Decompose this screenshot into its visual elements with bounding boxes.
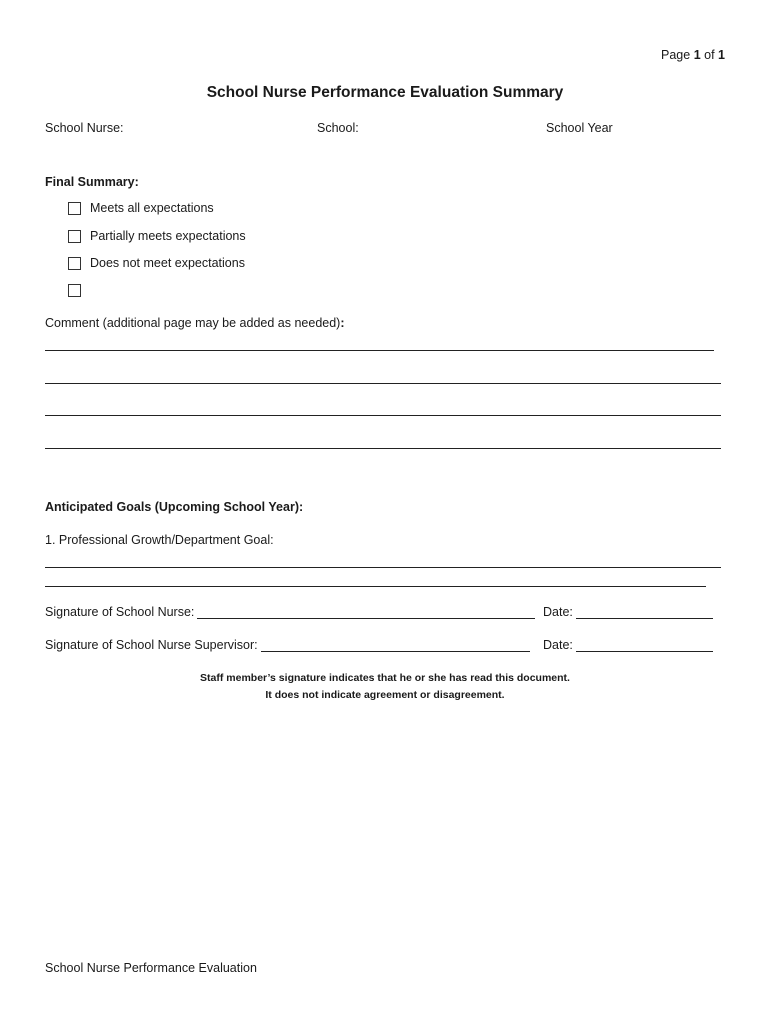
goals-heading: Anticipated Goals (Upcoming School Year): <box>45 500 304 514</box>
notice-line-2: It does not indicate agreement or disagreement. <box>265 689 505 701</box>
notice-line-1: Staff member’s signature indicates that he or she has read this document. <box>200 672 570 684</box>
comment-line-3[interactable] <box>45 415 721 416</box>
checkbox-meets[interactable] <box>68 202 81 215</box>
comment-line-2[interactable] <box>45 383 721 384</box>
signature-nurse-row <box>45 605 535 619</box>
date-supervisor-line[interactable] <box>576 639 713 652</box>
signature-supervisor-label: Signature of School Nurse Supervisor: <box>45 638 258 652</box>
final-summary-heading: Final Summary: <box>45 175 139 189</box>
checkbox-meets-label: Meets all expectations <box>90 201 214 215</box>
goal-1-label: 1. Professional Growth/Department Goal: <box>45 533 274 547</box>
checkbox-blank[interactable] <box>68 284 81 297</box>
page-number <box>661 48 725 62</box>
date-nurse-row <box>543 605 713 619</box>
checkbox-does-not-meet[interactable] <box>68 257 81 270</box>
date-nurse-label: Date: <box>543 605 573 619</box>
checkbox-partially-meets-label: Partially meets expectations <box>90 229 246 243</box>
page-current: 1 <box>693 48 701 62</box>
footer-text: School Nurse Performance Evaluation <box>45 961 257 975</box>
checkbox-partially-meets[interactable] <box>68 230 81 243</box>
date-supervisor-label: Date: <box>543 638 573 652</box>
school-nurse-label: School Nurse: <box>45 121 124 135</box>
page-of: of <box>704 48 715 62</box>
comment-line-4[interactable] <box>45 448 721 449</box>
school-year-label: School Year <box>546 121 613 135</box>
comment-label-colon: : <box>340 316 345 330</box>
signature-supervisor-line[interactable] <box>261 639 530 652</box>
comment-label-text: Comment (additional page may be added as needed) <box>45 316 341 330</box>
goal-line-1[interactable] <box>45 567 721 568</box>
comment-label <box>45 316 345 330</box>
page-title: School Nurse Performance Evaluation Summary <box>206 84 564 101</box>
date-supervisor-row <box>543 638 713 652</box>
signature-supervisor-row <box>45 638 530 652</box>
checkbox-does-not-meet-label: Does not meet expectations <box>90 256 245 270</box>
signature-nurse-line[interactable] <box>197 606 535 619</box>
goal-line-2[interactable] <box>45 586 706 587</box>
date-nurse-line[interactable] <box>576 606 713 619</box>
signature-nurse-label: Signature of School Nurse: <box>45 605 195 619</box>
page-total: 1 <box>718 48 725 62</box>
page-prefix: Page <box>661 48 691 62</box>
school-label: School: <box>317 121 359 135</box>
comment-line-1[interactable] <box>45 350 714 351</box>
